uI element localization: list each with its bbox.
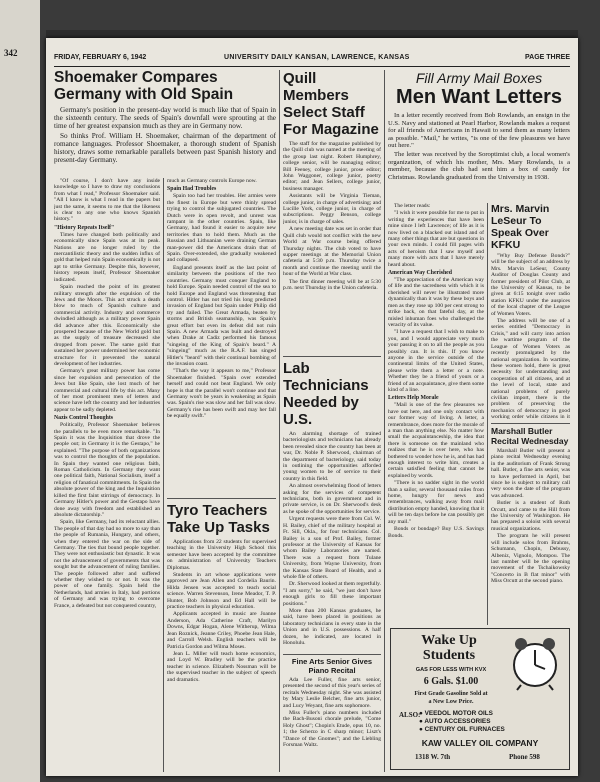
newspaper-page [46,38,578,776]
section-rule [167,498,276,499]
column-rule [384,70,385,772]
shoemaker-lead [54,106,276,176]
ad-phone: Phone 598 [509,753,540,761]
ad-item-2: ● AUTO ACCESSORIES [419,718,491,725]
shoemaker-p9: much as Germany controls Europe now. [167,178,257,184]
shoemaker-p5: Spain reached the point of its greatest military strength after the expulsion of the Jews and the Moors. This act struck a death blow to much of Spanish culture and commercial activity. Industry and commerce dwindled although as a military power Spain did advance after this. Economically she prospered because of the New World gold but as the supply of treasure decreased she dropped from power. The same gold that sustained her power undermined her economic structure for it prevented the natural development of her industries. [54,284,160,367]
shoemaker-p11: England presents itself as the last point of similarity between the positions of the two countries. Germany must conquer England to hold Europe. Spain needed control of the sea to hold Europe and England was threatening that control. Hitler has not tried his long predicted invasion of England but Spain under Philip did try and failed. The Great Armada, beaten by storms and British seamanship, was Spain's great effort but even its defeat did not ruin Spain. A new Armada was built and destroyed when Drake at Cadiz performed his famous "singeing of the King of Spain's beard." A "singeing" much as the R.A.F. has singed Hitler's "beard" with their continual bombing of the invasion coast. [167,264,276,367]
tyro-p3: Applicants accepted in music are Joanne Anderson, Ada Catherine Craft, Marilyn Downs, Edgar Hogan, Alene Witherup, Wilma Jean Roznick, Jeanne Criley, Phoebe Jean Hale, and Carroll Welsh. English teachers will be Patricia Gordon and Wilma Moses. [167,611,276,650]
shoemaker-subhead-1: "History Repeats Itself" [54,224,115,231]
shoemaker-lead-p1: Germany's position in the present-day world is much like that of Spain in the sixteenth century. The seeds of Spain's downfall were sprouting at the time of her greatest expansion much as they are in Germany now. [54,106,276,131]
quill-p2: Assistants will be Virginia Tieman, college junior, in charge of advertising; and Lucille York, college junior, in charge of subscriptions. Peggy Benson, college junior, is in charge of sales. [283,193,381,225]
leseur-article [491,203,570,421]
tyro-p1: Applications from 22 students for supervised teaching in the University High School this semester have been accepted by the committee on administration of University Teachers Diplomas. [167,539,276,571]
finearts-p1: Ada Lee Fuller, fine arts senior, presented the second of this year's series of recitals Wednesday night. She was assisted by Mary Leslie Belcher, fine arts junior, and Lucy Weyant, fine arts sophomore. [283,677,381,709]
mail-headline-block [388,70,570,108]
finearts-headline: Fine Arts Senior Gives Piano Recital [291,658,373,675]
shoemaker-p4: Times have changed both politically and economically since Spain was at its peak. Nations are no longer ruled by the mercantilistic theory and the sudden influx of gold that helped ruin Spain economically is not apt to strike Germany. Despite this, however, history repeats itself, Professor Shoemaker indicated. [54,231,160,283]
lab-p5: More than 200 Kansas graduates, he said, have been placed in positions as laboratory technicians in every state in the Union and in U.S. possessions. A half dozen, he indicated, are located in Honolulu. [283,607,381,646]
mail-p3: The letter reads: [394,203,431,209]
masthead-paper-name: UNIVERSITY DAILY KANSAN, LAWRENCE, KANSAS [224,54,410,61]
shoemaker-p8: Spain, like Germany, had its reluctant allies. The people of that day had no more to say than the people of Rumania, Hungary, and others, when they entered the war on the side of Germany. The ties that bound people together. They were not enthusiastic but dynastic. It was not the advancement of governments that was sought but the advancement of ruling families. The people followed after and suffered whether they wished to or not. It was the power of one family. Spain held the Netherlands, had armies in Italy, had portions of Germany and was trying to overcome France, a defeated but not conquered country, [54,519,160,609]
shoemaker-p12: "That's the way it appears to me," Professor Shoemaker finished. "Spain over extended herself and could not beat England. We only hope is that the parallel won't continue and that Germany won't be years in weakening as Spain was. Spain's rise was slow and her fall was slow. Germany's rise has been swift and may her fall be equally swift." [167,368,276,420]
tyro-headline: Tyro Teachers Take Up Tasks [167,502,270,536]
ad-item-3: ● CENTURY OIL FURNACES [419,726,505,733]
tyro-article [167,502,276,772]
alarm-clock-icon [507,635,563,691]
column-rule [487,203,488,625]
lab-p2: An almost overwhelming flood of letters asking for the services of competent technicians, both in government and in private service, is on Dr. Sherwood's desk as he spoke of the opportunities for service. [283,483,381,515]
quill-p4: The first dinner meeting will be at 5:30 p.m. next Thursday in the Union cafeteria. [283,278,381,291]
lab-p1: An alarming shortage of trained bacteriologists and technicians has already been revealed since the country has been at war, Dr. Noble P. Sherwood, chairman of the department of bacteriology, said today in outlining the opportunities afforded young women to be of service to their country in this field. [283,431,381,482]
shoemaker-p10: Spain too had her troubles. Her armies were the finest in Europe but were thinly spread trying to control the subjugated countries. The Dutch were in open revolt, and unrest was rampant in the other countries. Spain, like Germany, had found it easier to acquire new territories than to hold them. Much as the Russian and Lithuanian were draining German man-power did the Americans drain that of Spain. Over-extended, she gradually weakened and collapsed. [167,193,276,264]
tyro-p2: Students in art whose applications were approved are Jean Allen and Cordelia Baurin. Hilda Jensen was accepted to teach social science. Warren Stevenson, Irene Meador, T. P. Hunter, Bob Johnson and Ed Hall will be practice teachers in physical education. [167,572,276,611]
ad-price: 6 Gals. $1.00 [423,676,479,687]
ad-line-3: First Grade Gasoline Sold at [414,691,488,697]
section-rule [283,654,381,655]
shoemaker-lead-p2: So thinks Prof. William H. Shoemaker, chairman of the department of romance languages. Professor Shoemaker, a thorough student of Spanish history, draws some remarkable parallels between past Spanish history and present-day Germany. [54,131,276,165]
mail-p7: "Mail is one of the few pleasures we have out here, and one only contact with our former way of living. A letter, a remembrance, does more for the morale of a man than anything else. No matter how small the acquaintanceship, the idea that there is someone on the mainland who realizes that he is over here, who has bothered to wonder how he is, and has had enough interest to write him, creates a certain satisfied feeling that cannot be explained by words. [388,402,484,479]
mail-headline: Men Want Letters [396,86,562,108]
ad-also: ALSO: [399,711,421,719]
leseur-headline: Mrs. Marvin LeSeur To Speak Over KFKU [491,203,550,251]
mail-subhead-2: Letters Help Morale [388,395,439,402]
shoemaker-column-1 [54,178,160,772]
masthead-date: FRIDAY, FEBRUARY 6, 1942 [54,54,147,61]
quill-article [283,70,381,354]
mail-p2: The letter was received by the Soroptimist club, a local women's organization, of which his mother, Mrs. Mary Rowlands, is a member, because the club had sent him a box of candy for Christmas. Rowlands graduated from the University in 1938. [388,150,570,181]
shoemaker-headline: Shoemaker Compares Germany with Old Spain [54,70,234,103]
shoemaker-subhead-2: Nazis Control Thoughts [54,415,114,422]
masthead-page-number: PAGE THREE [525,54,570,61]
butler-p1: Marshall Butler will present a piano recital Wednesday evening in the auditorium of Frank Strong hall. Butler, a fine arts senior, was to have performed in April, but since he is subject to military call very soon the date of the program was advanced. [491,448,570,499]
mail-p9: Bonds or bondage? Buy U.S. Savings Bonds. [388,526,484,539]
shoemaker-column-2 [167,178,276,496]
leseur-p1: "Why Buy Defense Bonds?" will be the subject of an address by Mrs. Marvin LeSeur, County Auditor of Douglas County and former president of Pilot Club, at the University of Kansas, to be given at 6:15 tonight over radio station KFKU under the auspices of the local chapter of the League of Women Voters. [491,253,570,317]
shoemaker-subhead-3: Spain Had Troubles [167,186,217,193]
masthead [54,52,570,64]
ad-item-1: ● VEEDOL MOTOR OILS [419,710,493,717]
butler-headline: Marshall Butler Recital Wednesday [491,427,569,446]
quill-headline: Quill Members Select Staff For Magazine [283,70,379,138]
masthead-rule [54,66,570,67]
shoemaker-p6: Germany's great military power has come since her expulsion and persecution of the Jews but like Spain, she lost much of her commercial and cultural life by this act. Many of her most prominent men of letters and science have left the country and her industries appear to be sadly depleted. [54,368,160,413]
mail-column [388,203,484,625]
mail-subhead-1: American Way Cherished [388,270,452,277]
shoemaker-p7: Politically, Professor Shoemaker believes the parallels to be even more remarkable. "In Spain it was the Inquisition that drove the people out; in Germany it is the Gestapo," he explained. "The purpose of both organizations was to control the thoughts of the population. In Spain they wanted one religious faith, Roman Catholicism. In Germany they want one political faith, National Socialism, itself a religion of fanatical commitments. In Spain the absolute power of the king and the Inquisition killed the first faint stirrings of democracy. In Germany Hitler's power and the Gestapo have done away with freedom and established an absolute dictatorship." [54,422,160,518]
finearts-p2: Miss Fuller's piano numbers included the Bach-Busoni chorale prelude, "Come Holy Ghost"; Chopin's Etude, opus 10, no. 1; the Scherzo in C sharp minor; Liszt's "Dance of the Gnomes"; and the Liebling Forsman Waltz. [283,710,381,749]
mail-p4: "I wish it were possible for me to put in writing the experiences that have been mine since I left Lawrence; of life as it is now lived on a blacked out island and of many other things that are but questions in your own minds. I could fill pages with acts of heroism that I saw myself and many more with acts that I have merely heard about. [388,210,484,268]
lab-article [283,360,381,652]
quill-p1: The staff for the magazine published by the Quill club was named at the meeting of the group last night. Robert Humphrey, college senior, will be managing editor; Bill Feeney, college junior, prose editor; John Waggoner, college junior, poetry editor; and Jean Sellers, college junior, business manager. [283,141,381,192]
kaw-valley-ad [390,628,570,770]
ad-address: 1318 W. 7th [415,753,451,761]
ad-line-1: GAS FOR LESS WITH KVX [415,667,487,673]
butler-p2: Butler is a student of Ruth Orcutt, and came to the Hill from the University of Washington. He has prepared a soloist with several musical organizations. [491,500,570,532]
butler-p3: The program he will present will include solos from Brahms, Schumann, Chopin, Debussy, Albeniz, Vignolo, Mompou. The last number will be the opening movement of the Tschaikowsky "Concerto in B flat minor" with Miss Orcutt at the second piano. [491,533,570,585]
page-top-gap [46,30,578,38]
mail-p8: "There is no sadder sight in the world than a sailor, several thousand miles from home, hungry for news and remembrances, walking away from mail distribution empty handed, knowing that it will be ten days before he can possibly get any mail." [388,480,484,525]
margin-page-number: 342 [4,48,18,58]
column-rule [163,178,164,772]
mail-kicker: Fill Army Mail Boxes [415,70,543,86]
ad-items [419,710,505,734]
shoemaker-p3: "Of course, I don't have any inside knowledge so I have to draw my conclusions from what I read," Professor Shoemaker said. "All I know is what I read in the papers but just the same, it seems to me that the likeness is clear to any one who knows Spanish history." [54,178,160,223]
adjacent-page-strip [0,0,40,782]
leseur-p2: The address will be one of a series entitled "Democracy in Crisis," and will carry into action the wartime program of the League of Women Voters as recently promulgated by the national organization. In wartime, these women hold, there is great necessity for understanding and cooperation of all citizens, and at the level of local, state and national problems of purely civilian import, there is the problem of preserving the mechanics of democracy in good working order while citizens in it [491,318,570,421]
lab-p4: Dr. Sherwood looked at them regretfully. "I am sorry," he said, "we just don't have enough girls to fill these important positions." [283,581,381,607]
butler-article [491,427,570,625]
lab-headline: Lab Technicians Needed by U.S. [283,360,369,428]
lab-p3: Urgent requests were there from Col. W. H. Bailey, chief of the military hospital at Ft. Sill, Okla., for four technicians. Col. Bailey is a son of Prof. Bailey, former professor at the University of Kansas for whom Bailey Laboratories are named. There was a request from Tulane University, from Wayne University, from the Kansas State Board of Health, and a whole file of others. [283,516,381,580]
ad-company: KAW VALLEY OIL COMPANY [421,738,539,748]
ad-headline: Wake Up Students [421,633,477,663]
shoemaker-headline-block [54,70,276,103]
finearts-article [283,658,381,772]
ad-line-4: a New Low Price. [428,699,474,705]
mail-p6: "I have a request that I wish to make to you, and I would appreciate very much your passing it on to all the people as you possibly can. It is this. If you know anyone in the service outside of the continental limits of the United States, please write them a letter or a note. Whether they be a friend of yours or a friend of an acquaintance, give them some kind of a line. [388,329,484,393]
quill-p3: A new meeting date was set in order that Quill club would not conflict with the new World at War course being offered Thursday nights. The club voted to have supper meetings at the Memorial Union cafeteria at 5:30 p.m. Thursday twice a month and continue the meeting until the hour of the World at War class. [283,226,381,278]
mail-lead [388,112,570,200]
section-rule [283,356,381,357]
section-rule [491,423,570,424]
column-rule [279,70,280,772]
mail-p5: "The appreciation of the American way of life and the sacredness with which it is cherished will never be illustrated more dynamically than it was by these boys and men as they rose up 100 per cent strong to strike back, on that fateful day, at the misled inhuman foes who challenged the veracity of its value. [388,277,484,328]
mail-p1: In a letter recently received from Bob Rowlands, an ensign in the U.S. Navy and stationed at Pearl Harbor, Rowlands makes a request for all friends of Americans in Hawaii to send them as many letters as possible. "Mail," he writes, "is one of the few pleasures we have out here." [388,112,570,150]
tyro-p4: Jean L. Miller will teach home economics, and Loyd W. Bradley will be the practice teacher in science. Elizabeth Nossman will be the supervised teacher in the subject of speech and dramatics. [167,650,276,683]
